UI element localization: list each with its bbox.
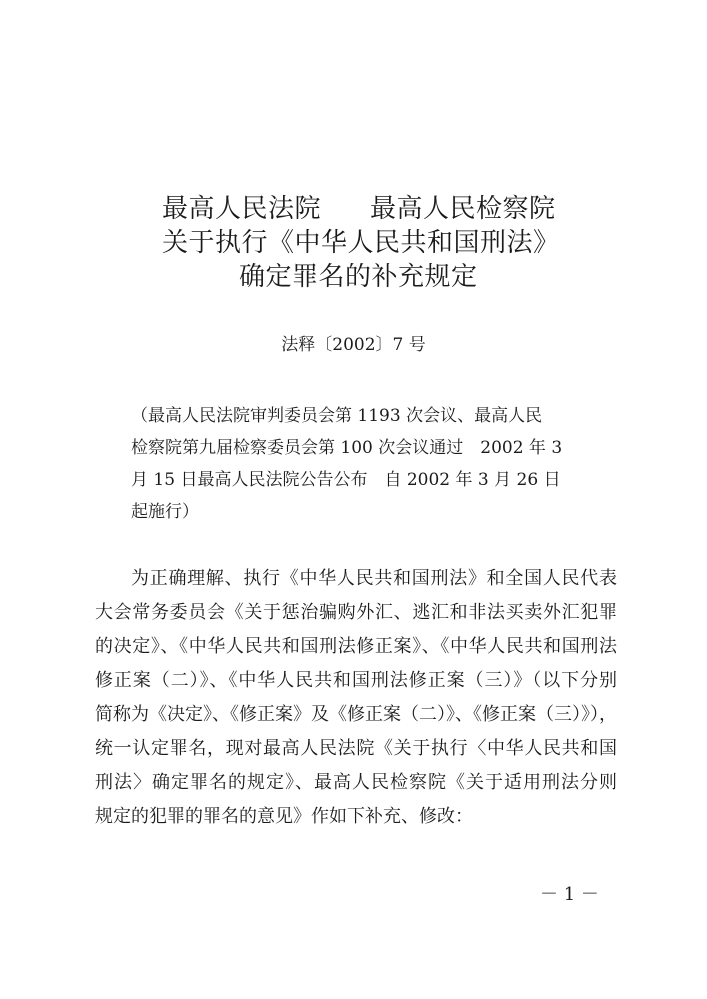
page-number: － 1 － (540, 884, 599, 905)
body-line: 简称为《决定》、《修正案》及《修正案（二）》、《修正案（三）》）， (95, 704, 617, 725)
note-line: 检察院第九届检察委员会第 100 次会议通过 2002 年 3 (131, 438, 563, 458)
body-paragraph (95, 562, 617, 834)
body-line: 刑法〉确定罪名的规定》、最高人民检察院《关于适用刑法分则 (95, 772, 617, 793)
body-line: 统一认定罪名，现对最高人民法院《关于执行〈中华人民共和国 (95, 738, 617, 759)
body-line: 的决定》、《中华人民共和国刑法修正案》、《中华人民共和国刑法 (95, 636, 617, 657)
note-line: 月 15 日最高人民法院公告公布 自 2002 年 3 月 26 日 (131, 470, 561, 490)
note-line: 起施行） (131, 502, 199, 522)
title-line-supreme-court: 最高人民法院 (162, 194, 322, 224)
document-number: 法释〔2002〕7 号 (281, 335, 426, 355)
title-line-subject: 关于执行《中华人民共和国刑法》 (162, 228, 560, 258)
body-line: 为正确理解、执行《中华人民共和国刑法》和全国人民代表 (131, 568, 617, 589)
title-line-procuratorate: 最高人民检察院 (370, 194, 556, 224)
body-line: 大会常务委员会《关于惩治骗购外汇、逃汇和非法买卖外汇犯罪 (95, 602, 617, 623)
note-line: （最高人民法院审判委员会第 1193 次会议、最高人民 (131, 406, 543, 426)
body-line: 修正案（二）》、《中华人民共和国刑法修正案（三）》（以下分别 (95, 670, 617, 691)
body-line: 规定的犯罪的罪名的意见》作如下补充、修改： (95, 806, 473, 827)
adoption-note (131, 400, 591, 528)
title-line-topic: 确定罪名的补充规定 (239, 262, 478, 292)
